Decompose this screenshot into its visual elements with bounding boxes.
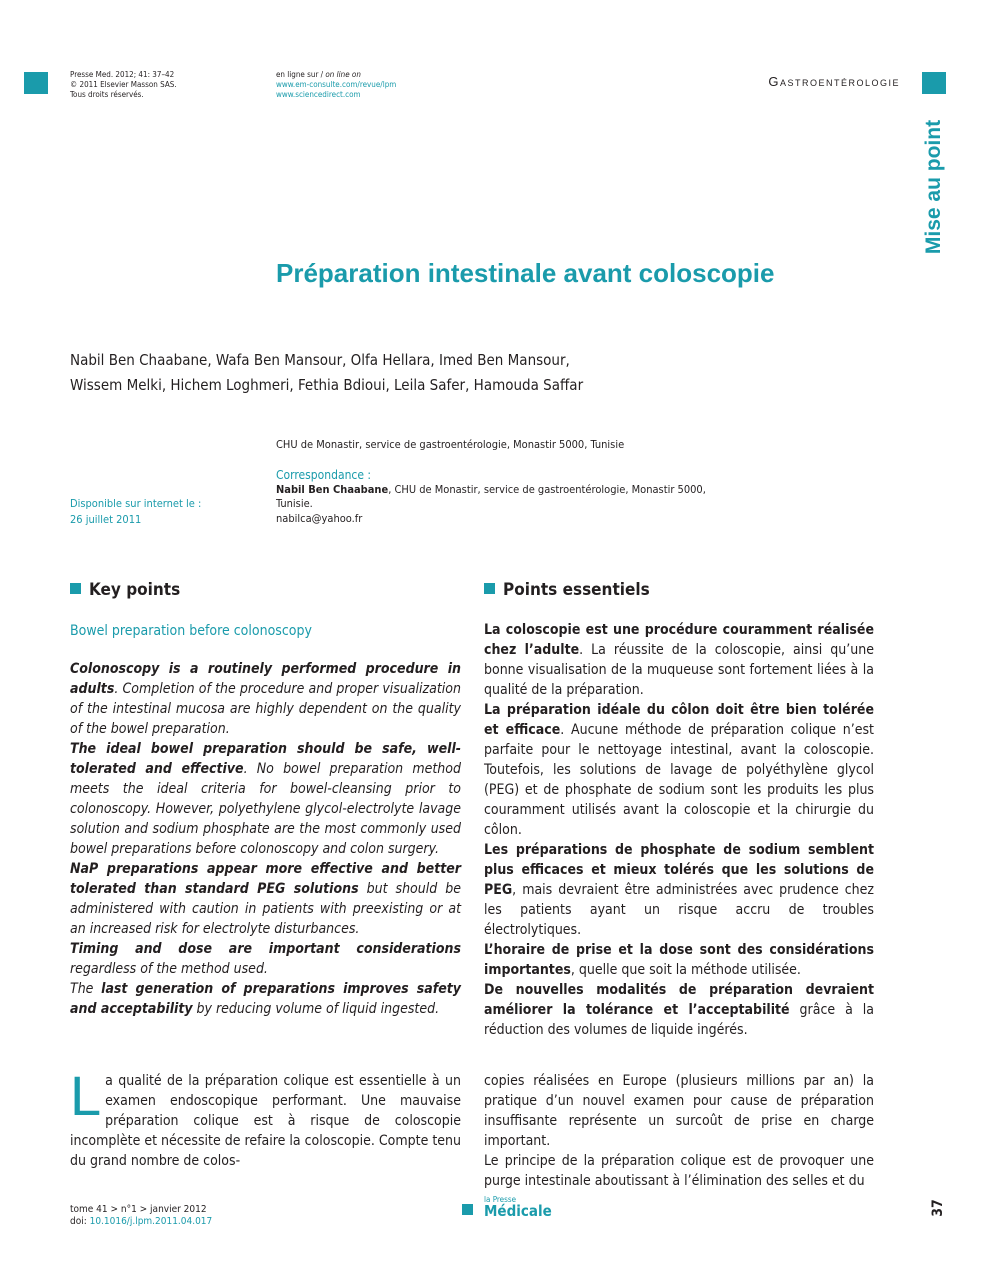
article-title: Préparation intestinale avant coloscopie bbox=[276, 258, 775, 288]
point-essentiel-1-bold: La coloscopie est une procédure couramment réalisée chez l’adulte bbox=[484, 622, 874, 658]
available-online bbox=[70, 497, 260, 527]
key-points-body bbox=[70, 659, 461, 1019]
available-date: 26 juillet 2011 bbox=[70, 512, 142, 526]
journal-citation bbox=[70, 70, 260, 100]
point-essentiel-3 bbox=[484, 840, 874, 940]
emc-link[interactable]: www.em-consulte.com/revue/lpm bbox=[276, 80, 397, 89]
corner-square-left bbox=[24, 72, 48, 94]
doi-label: doi: bbox=[70, 1216, 90, 1227]
online-label-en: on line on bbox=[325, 70, 361, 79]
key-point-5 bbox=[70, 979, 461, 1019]
key-point-2 bbox=[70, 739, 461, 859]
point-essentiel-3-rest: , mais devraient être administrées avec prudence chez les patients ayant un risque accru de troubles électrolytiques. bbox=[484, 882, 874, 938]
issue-text: tome 41 > n°1 > janvier 2012 bbox=[70, 1204, 207, 1215]
key-point-4-bold: Timing and dose are important considerations bbox=[70, 941, 461, 957]
rights-text: Tous droits réservés. bbox=[70, 90, 144, 99]
key-point-2-rest: . No bowel preparation method meets the ideal criteria for bowel-cleansing prior to colonoscopy. However, polyethylene glycol-electrolyte lavage solution and sodium phosphate are the most commonly used bowel preparations before colonoscopy and colon surgery. bbox=[70, 761, 461, 857]
key-point-5-bold: last generation of preparations improves safety and acceptability bbox=[70, 981, 461, 1017]
available-label: Disponible sur internet le : bbox=[70, 497, 202, 510]
section-label: Gastroentérologie bbox=[768, 74, 900, 89]
footer-issue bbox=[70, 1204, 330, 1228]
logo-square bbox=[462, 1204, 473, 1215]
key-point-1-bold: Colonoscopy is a routinely performed procedure in adults bbox=[70, 661, 461, 697]
key-point-3-rest: but should be administered with caution in patients with preexisting or at an increased risk for electrolyte disturbances. bbox=[70, 881, 461, 937]
correspondence-block bbox=[276, 468, 756, 526]
key-points-subtitle: Bowel preparation before colonoscopy bbox=[70, 623, 312, 639]
correspondence-address-2: Tunisie. bbox=[276, 497, 313, 510]
online-label-fr: en ligne sur / bbox=[276, 70, 324, 79]
online-label bbox=[276, 70, 496, 80]
point-essentiel-4 bbox=[484, 940, 874, 980]
key-point-1 bbox=[70, 659, 461, 739]
key-point-5-rest: by reducing volume of liquid ingested. bbox=[192, 1001, 440, 1017]
body-paragraph-2: Le principe de la préparation colique est de provoquer une purge intestinale aboutissant à l’élimination des selles et du bbox=[484, 1153, 874, 1189]
point-essentiel-5-rest: grâce à la réduction des volumes de liquide ingérés. bbox=[484, 1002, 874, 1038]
point-essentiel-2 bbox=[484, 700, 874, 840]
key-point-3 bbox=[70, 859, 461, 939]
key-points-heading-text: Key points bbox=[89, 580, 181, 600]
key-point-1-rest: . Completion of the procedure and proper visualization of the intestinal mucosa are highly dependent on the quality of the bowel preparation. bbox=[70, 681, 461, 737]
heading-square-icon bbox=[70, 583, 81, 594]
correspondence-address bbox=[276, 483, 756, 498]
point-essentiel-2-rest: . Aucune méthode de préparation colique n’est parfaite pour le nettoyage intestinal, avant la coloscopie. Toutefois, les solutions de lavage de polyéthylène glycol (PEG) et de phosphate de sodium sont les produits les plus couramment utilisés avant la coloscopie et la chirurgie du côlon. bbox=[484, 722, 874, 838]
body-right-column bbox=[484, 1071, 874, 1191]
key-point-4-rest: regardless of the method used. bbox=[70, 961, 268, 977]
point-essentiel-4-bold: L’horaire de prise et la dose sont des considérations importantes bbox=[484, 942, 874, 978]
key-point-3-bold: NaP preparations appear more effective and better tolerated than standard PEG solutions bbox=[70, 861, 461, 897]
logo-big-text: Médicale bbox=[484, 1202, 552, 1220]
authors-line-2: Wissem Melki, Hichem Loghmeri, Fethia Bdioui, Leila Safer, Hamouda Saffar bbox=[70, 376, 584, 394]
key-point-5-pre: The bbox=[70, 981, 102, 997]
point-essentiel-4-rest: , quelle que soit la méthode utilisée. bbox=[570, 962, 801, 978]
point-essentiel-3-bold: Les préparations de phosphate de sodium semblent plus efficaces et mieux tolérés que les solutions de PEG bbox=[484, 842, 874, 898]
point-essentiel-1-rest: . La réussite de la coloscopie, ainsi qu’une bonne visualisation de la muqueuse sont fortement liées à la qualité de la préparation. bbox=[484, 642, 874, 698]
heading-square-icon bbox=[484, 583, 495, 594]
point-essentiel-2-bold: La préparation idéale du côlon doit être bien tolérée et efficace bbox=[484, 702, 874, 738]
doi-line bbox=[70, 1216, 330, 1228]
page-number-text: 37 bbox=[930, 1199, 946, 1217]
copyright-text: © 2011 Elsevier Masson SAS. bbox=[70, 80, 177, 89]
correspondence-address-1: , CHU de Monastir, service de gastroentérologie, Monastir 5000, bbox=[388, 482, 706, 496]
drop-cap: L bbox=[70, 1064, 102, 1127]
point-essentiel-1 bbox=[484, 620, 874, 700]
points-essentiels-heading bbox=[484, 580, 650, 600]
corner-square-right bbox=[922, 72, 946, 94]
online-links bbox=[276, 70, 496, 100]
page-number bbox=[926, 1196, 950, 1220]
affiliation: CHU de Monastir, service de gastroentérologie, Monastir 5000, Tunisie bbox=[276, 438, 625, 451]
sciencedirect-link[interactable]: www.sciencedirect.com bbox=[276, 90, 361, 99]
body-left-column bbox=[70, 1064, 461, 1171]
key-points-heading bbox=[70, 580, 180, 600]
correspondence-email[interactable]: nabilca@yahoo.fr bbox=[276, 511, 363, 525]
author-list bbox=[70, 348, 690, 398]
citation-text: Presse Med. 2012; 41: 37–42 bbox=[70, 70, 175, 79]
key-point-4 bbox=[70, 939, 461, 979]
vertical-tab-label: Mise au point bbox=[922, 119, 945, 255]
journal-logo bbox=[484, 1196, 552, 1219]
vertical-section-tab bbox=[906, 112, 962, 262]
doi-link[interactable]: 10.1016/j.lpm.2011.04.017 bbox=[89, 1216, 213, 1227]
correspondence-name: Nabil Ben Chaabane bbox=[276, 482, 389, 496]
intro-paragraph bbox=[70, 1064, 461, 1171]
point-essentiel-5-bold: De nouvelles modalités de préparation devraient améliorer la tolérance et l’acceptabilité bbox=[484, 982, 874, 1018]
key-point-2-bold: The ideal bowel preparation should be safe, well-tolerated and effective bbox=[70, 741, 461, 777]
correspondence-label: Correspondance : bbox=[276, 468, 372, 482]
body-paragraph-1: copies réalisées en Europe (plusieurs millions par an) la pratique d’un nouvel examen pour cause de préparation insuffisante représente un surcoût de prise en charge important. bbox=[484, 1073, 874, 1149]
points-essentiels-body bbox=[484, 620, 874, 1040]
point-essentiel-5 bbox=[484, 980, 874, 1040]
logo-small-text: la Presse bbox=[484, 1195, 517, 1204]
points-essentiels-heading-text: Points essentiels bbox=[503, 580, 650, 600]
authors-line-1: Nabil Ben Chaabane, Wafa Ben Mansour, Olfa Hellara, Imed Ben Mansour, bbox=[70, 351, 570, 369]
intro-text: a qualité de la préparation colique est essentielle à un examen endoscopique performant. Une mauvaise préparation colique est à risque de coloscopie incomplète et nécessite de refaire la coloscopie. Compte tenu du grand nombre de colos- bbox=[70, 1073, 461, 1169]
